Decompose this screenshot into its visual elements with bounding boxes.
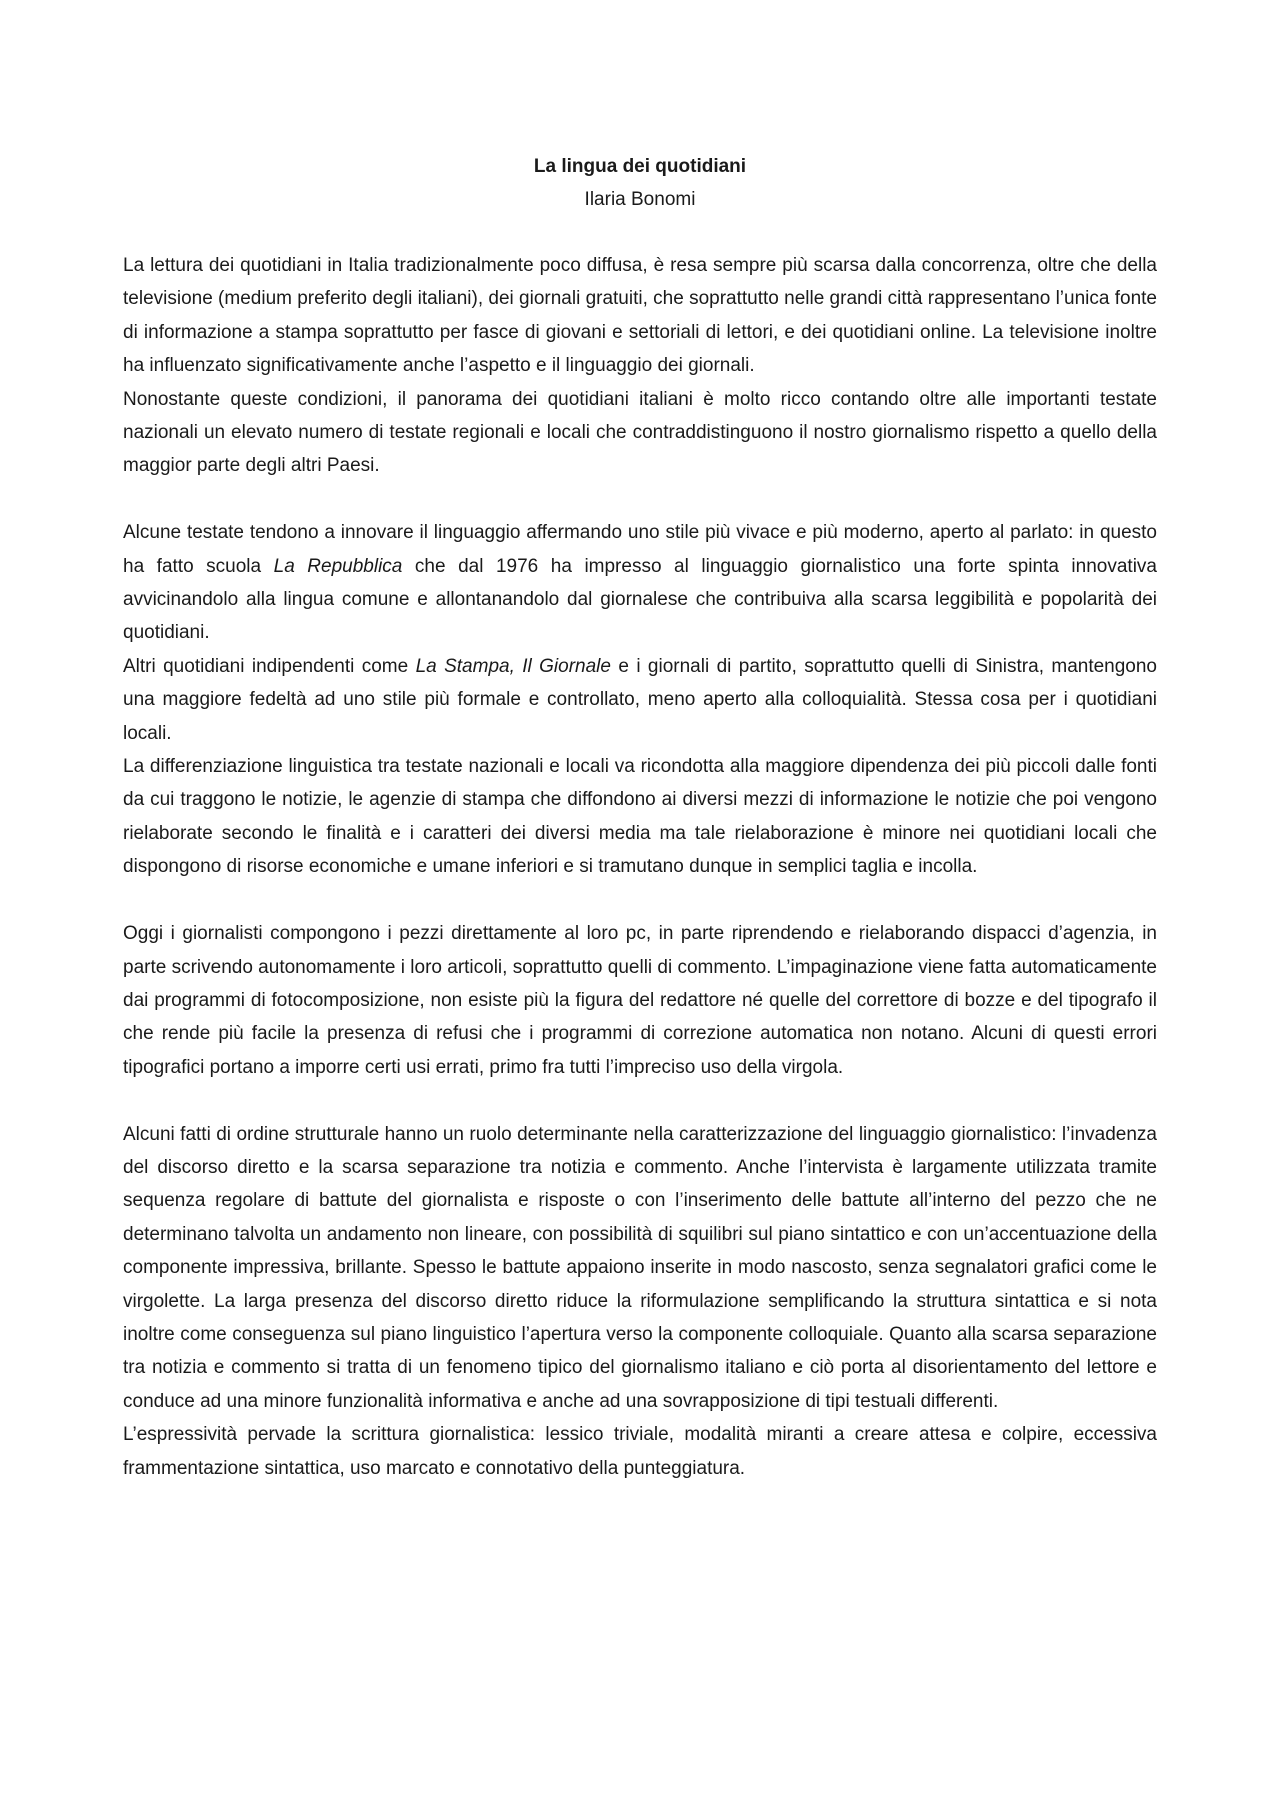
text-run: Alcune testate tendono a innovare il linguaggio affermando uno stile più vivace e più moderno, aperto al parlato: in questo ha fatto scuola [123,522,1157,577]
document-page [123,150,1157,1485]
text-run: Altri quotidiani indipendenti come [123,655,416,677]
document-author: Ilaria Bonomi [584,189,696,210]
paragraph [123,1418,1157,1485]
newspaper-name: La Stampa, Il Giornale [415,655,611,677]
text-run: Oggi i giornalisti compongono i pezzi direttamente al loro pc, in parte riprendendo e rielaborando dispacci d’agenzia, in parte scrivendo autonomamente i loro articoli, soprattutto quelli di commento. L’impaginazione viene fatta automaticamente dai programmi di fotocomposizione, non esiste più la figura del redattore né quelle del correttore di bozze e del tipografo il che rende più facile la presenza di refusi che i programmi di correzione automatica non notano. Alcuni di questi errori tipografici portano a imporre certi usi errati, primo fra tutti l’impreciso uso della virgola. [123,923,1157,1078]
paragraph [123,383,1157,483]
text-run: Nonostante queste condizioni, il panorama dei quotidiani italiani è molto ricco contando oltre alle importanti testate nazionali un elevato numero di testate regionali e locali che contraddistinguono il nostro giornalismo rispetto a quello della maggior parte degli altri Paesi. [123,388,1157,477]
document-title: La lingua dei quotidiani [533,156,747,177]
section-4 [123,1118,1157,1485]
text-run: L’espressività pervade la scrittura giornalistica: lessico triviale, modalità miranti a creare attesa e colpire, eccessiva frammentazione sintattica, uso marcato e connotativo della punteggiatura. [123,1424,1157,1479]
section-3 [123,917,1157,1084]
paragraph [123,750,1157,884]
newspaper-name: La Repubblica [273,555,403,577]
text-run: e i giornali di partito, soprattutto quelli di Sinistra, mantengono una maggiore fedeltà ad uno stile più formale e controllato, meno aperto alla colloquialità. Stessa cosa per i quotidiani locali. [123,655,1158,744]
paragraph-gap [123,1084,1157,1117]
paragraph [123,917,1157,1084]
paragraph [123,249,1157,383]
section-2 [123,516,1157,883]
paragraph-gap [123,483,1157,516]
paragraph [123,650,1157,750]
text-run: Alcuni fatti di ordine strutturale hanno un ruolo determinante nella caratterizzazione del linguaggio giornalistico: l’invadenza del discorso diretto e la scarsa separazione tra notizia e commento. Anche l’intervista è largamente utilizzata tramite sequenza regolare di battute del giornalista e risposte o con l’inserimento delle battute all’interno del pezzo che ne determinano talvolta un andamento non lineare, con possibilità di squilibri sul piano sintattico e con un’accentuazione della componente impressiva, brillante. Spesso le battute appaiono inserite in modo nascosto, senza segnalatori grafici come le virgolette. La larga presenza del discorso diretto riduce la riformulazione semplificando la struttura sintattica e si nota inoltre come conseguenza sul piano linguistico l’apertura verso la componente colloquiale. Quanto alla scarsa separazione tra notizia e commento si tratta di un fenomeno tipico del giornalismo italiano e ciò porta al disorientamento del lettore e conduce ad una minore funzionalità informativa e anche ad una sovrapposizione di tipi testuali differenti. [123,1123,1157,1412]
text-run: La differenziazione linguistica tra testate nazionali e locali va ricondotta alla maggiore dipendenza dei più piccoli dalle fonti da cui traggono le notizie, le agenzie di stampa che diffondono ai diversi mezzi di informazione le notizie che poi vengono rielaborate secondo le finalità e i caratteri dei diversi media ma tale rielaborazione è minore nei quotidiani locali che dispongono di risorse economiche e umane inferiori e si tramutano dunque in semplici taglia e incolla. [123,756,1157,878]
text-run: che dal 1976 ha impresso al linguaggio giornalistico una forte spinta innovativa avvicinandolo alla lingua comune e allontanandolo dal giornalese che contribuiva alla scarsa leggibilità e popolarità dei quotidiani. [123,555,1157,644]
paragraph [123,1118,1157,1419]
text-run: La lettura dei quotidiani in Italia tradizionalmente poco diffusa, è resa sempre più scarsa dalla concorrenza, oltre che della televisione (medium preferito degli italiani), dei giornali gratuiti, che soprattutto nelle grandi città rappresentano l’unica fonte di informazione a stampa soprattutto per fasce di giovani e settoriali di lettori, e dei quotidiani online. La televisione inoltre ha influenzato significativamente anche l’aspetto e il linguaggio dei giornali. [123,255,1157,377]
section-1 [123,249,1157,483]
paragraph [123,516,1157,650]
paragraph-gap [123,884,1157,917]
